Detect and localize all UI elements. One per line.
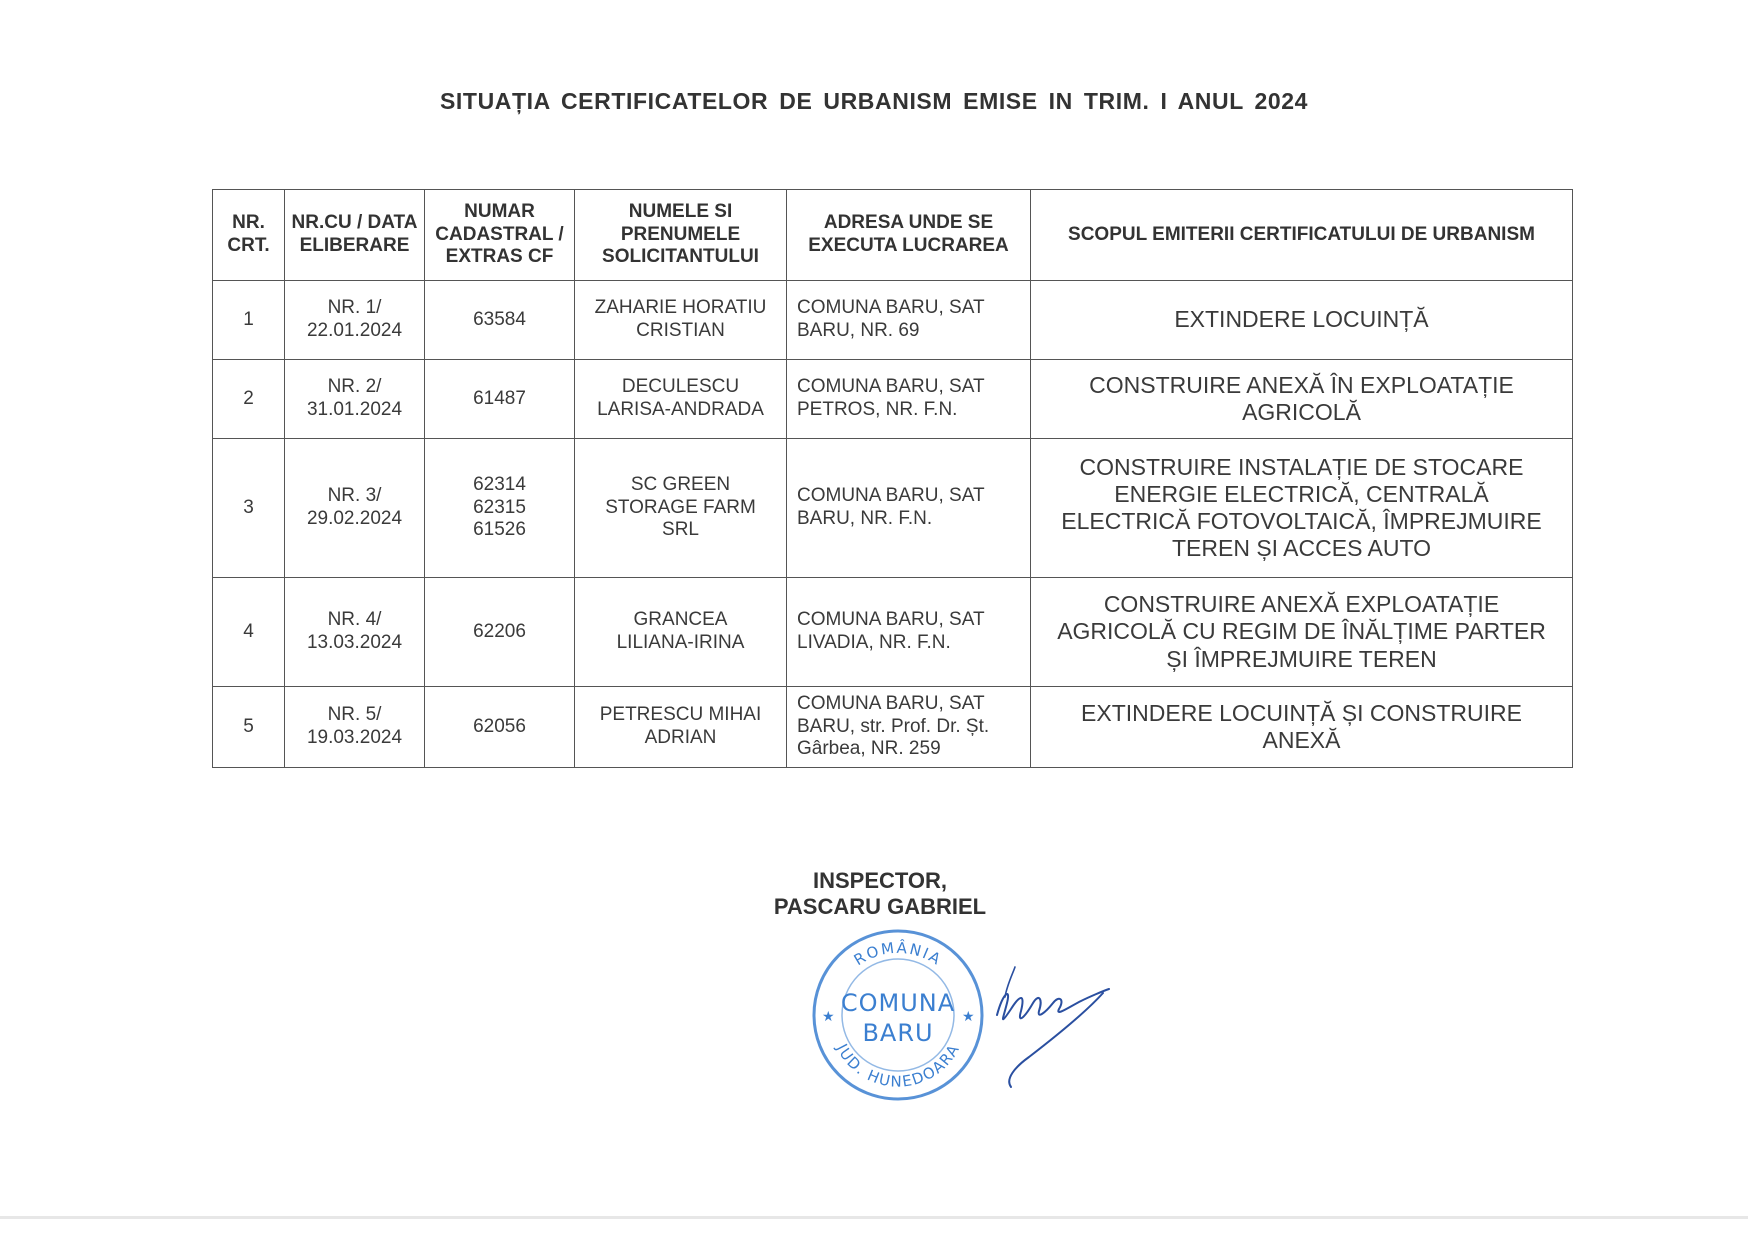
applicant-line: GRANCEA	[633, 609, 728, 631]
stamp-top-text: ROMÂNIA	[850, 938, 946, 970]
cell-nr	[213, 439, 285, 578]
cell-address	[787, 687, 1031, 768]
applicant-line: ADRIAN	[644, 727, 717, 748]
address-line: BARU, NR. 69	[797, 320, 920, 341]
stamp-bottom-text: JUD. HUNEDOARA	[832, 1040, 964, 1091]
table-row	[213, 281, 1573, 360]
nr-value: 4	[243, 620, 254, 642]
cu-date: 13.03.2024	[306, 632, 403, 653]
scope-line: ELECTRICĂ FOTOVOLTAICĂ, ÎMPREJMUIRE	[1061, 508, 1542, 534]
stamp-star-left: ★	[822, 1009, 835, 1025]
cell-applicant	[575, 360, 787, 439]
cu-number: NR. 4/	[327, 609, 382, 631]
applicant-line: SRL	[662, 519, 699, 541]
nr-value: 2	[243, 387, 254, 409]
address-line: PETROS, NR. F.N.	[797, 399, 958, 420]
cell-scope	[1031, 360, 1573, 439]
handwritten-signature	[985, 955, 1125, 1095]
header-scope: SCOPUL EMITERII CERTIFICATULUI DE URBANISM	[1031, 190, 1573, 281]
cell-cu	[285, 360, 425, 439]
cell-scope	[1031, 687, 1573, 768]
cell-cadastral	[425, 578, 575, 687]
header-nr-cu: NR.CU / DATA ELIBERARE	[285, 190, 425, 281]
applicant-line: SC GREEN	[630, 473, 731, 495]
cu-number: NR. 3/	[327, 485, 382, 507]
signatory-role: INSPECTOR,	[812, 868, 948, 893]
table-row	[213, 360, 1573, 439]
nr-value: 5	[243, 715, 254, 737]
signatory-block	[700, 868, 1060, 921]
stamp-line-1: COMUNA	[840, 989, 956, 1017]
cell-address	[787, 360, 1031, 439]
applicant-line: LARISA-ANDRADA	[597, 399, 764, 420]
document-title: SITUAȚIA CERTIFICATELOR DE URBANISM EMISE IN TRIM. I ANUL 2024	[439, 88, 1309, 114]
cu-number: NR. 2/	[327, 376, 382, 398]
cell-nr	[213, 360, 285, 439]
cell-address	[787, 281, 1031, 360]
cell-cu	[285, 439, 425, 578]
cu-number: NR. 1/	[327, 297, 382, 319]
cadastral-number: 62056	[473, 715, 526, 737]
applicant-line: LILIANA-IRINA	[616, 632, 745, 653]
cell-cu	[285, 281, 425, 360]
cell-nr	[213, 687, 285, 768]
table-row	[213, 578, 1573, 687]
cell-scope	[1031, 281, 1573, 360]
address-line: Gârbea, NR. 259	[797, 738, 941, 760]
nr-value: 3	[243, 496, 254, 518]
table-header-row	[213, 190, 1573, 281]
cell-nr	[213, 578, 285, 687]
scope-line: CONSTRUIRE ANEXĂ ÎN EXPLOATAȚIE	[1089, 371, 1514, 398]
cu-date: 31.01.2024	[306, 399, 403, 420]
cell-address	[787, 578, 1031, 687]
stamp-star-right: ★	[962, 1009, 975, 1025]
scope-line: ANEXĂ	[1262, 727, 1341, 753]
cadastral-number: 62315	[473, 496, 526, 518]
cell-cadastral	[425, 281, 575, 360]
address-line: COMUNA BARU, SAT	[797, 376, 985, 398]
scan-edge-line	[0, 1216, 1748, 1219]
scope-line: TEREN ȘI ACCES AUTO	[1171, 535, 1432, 562]
cell-scope	[1031, 439, 1573, 578]
cell-scope	[1031, 578, 1573, 687]
stamp-line-2: BARU	[862, 1019, 934, 1047]
table-row	[213, 439, 1573, 578]
cu-date: 22.01.2024	[306, 320, 403, 341]
cadastral-number: 62206	[473, 620, 526, 642]
address-line: BARU, NR. F.N.	[797, 508, 933, 529]
official-stamp	[808, 925, 988, 1105]
applicant-line: STORAGE FARM	[605, 496, 756, 518]
scope-line: EXTINDERE LOCUINȚĂ ȘI CONSTRUIRE	[1081, 699, 1522, 726]
header-cadastral: NUMAR CADASTRAL / EXTRAS CF	[425, 190, 575, 281]
cadastral-number: 61526	[473, 519, 526, 541]
applicant-line: CRISTIAN	[636, 320, 725, 341]
cell-applicant	[575, 687, 787, 768]
header-applicant: NUMELE SI PRENUMELE SOLICITANTULUI	[575, 190, 787, 281]
cell-cadastral	[425, 687, 575, 768]
cell-applicant	[575, 578, 787, 687]
cell-cu	[285, 687, 425, 768]
cadastral-number: 62314	[473, 473, 526, 495]
cell-nr	[213, 281, 285, 360]
table-row	[213, 687, 1573, 768]
cadastral-number: 61487	[473, 387, 526, 409]
address-line: COMUNA BARU, SAT	[797, 485, 985, 507]
cell-cadastral	[425, 360, 575, 439]
applicant-line: DECULESCU	[621, 376, 740, 398]
address-line: COMUNA BARU, SAT	[797, 297, 985, 319]
cell-applicant	[575, 281, 787, 360]
scope-line: ENERGIE ELECTRICĂ, CENTRALĂ	[1114, 480, 1489, 507]
cell-cadastral	[425, 439, 575, 578]
header-address: ADRESA UNDE SE EXECUTA LUCRAREA	[787, 190, 1031, 281]
cu-date: 19.03.2024	[306, 727, 403, 748]
cell-address	[787, 439, 1031, 578]
cell-applicant	[575, 439, 787, 578]
applicant-line: PETRESCU MIHAI	[599, 704, 762, 726]
scope-line: CONSTRUIRE INSTALAȚIE DE STOCARE	[1079, 453, 1524, 480]
scope-line: ȘI ÎMPREJMUIRE TEREN	[1166, 645, 1437, 672]
cu-date: 29.02.2024	[306, 508, 403, 529]
scope-line: AGRICOLĂ CU REGIM DE ÎNĂLȚIME PARTER	[1057, 618, 1546, 645]
address-line: BARU, str. Prof. Dr. Șt.	[797, 715, 990, 737]
cell-cu	[285, 578, 425, 687]
signatory-name: PASCARU GABRIEL	[773, 894, 987, 920]
scope-line: AGRICOLĂ	[1242, 399, 1361, 425]
scope-line: CONSTRUIRE ANEXĂ EXPLOATAȚIE	[1103, 591, 1500, 618]
address-line: COMUNA BARU, SAT	[797, 692, 985, 714]
cu-number: NR. 5/	[327, 704, 382, 726]
cadastral-number: 63584	[473, 308, 526, 330]
certificates-table	[212, 189, 1573, 768]
address-line: COMUNA BARU, SAT	[797, 609, 985, 631]
scope-line: EXTINDERE LOCUINȚĂ	[1174, 306, 1429, 333]
header-nr-crt: NR. CRT.	[213, 190, 285, 281]
applicant-line: ZAHARIE HORATIU	[594, 297, 767, 319]
address-line: LIVADIA, NR. F.N.	[797, 632, 951, 653]
nr-value: 1	[243, 308, 254, 330]
